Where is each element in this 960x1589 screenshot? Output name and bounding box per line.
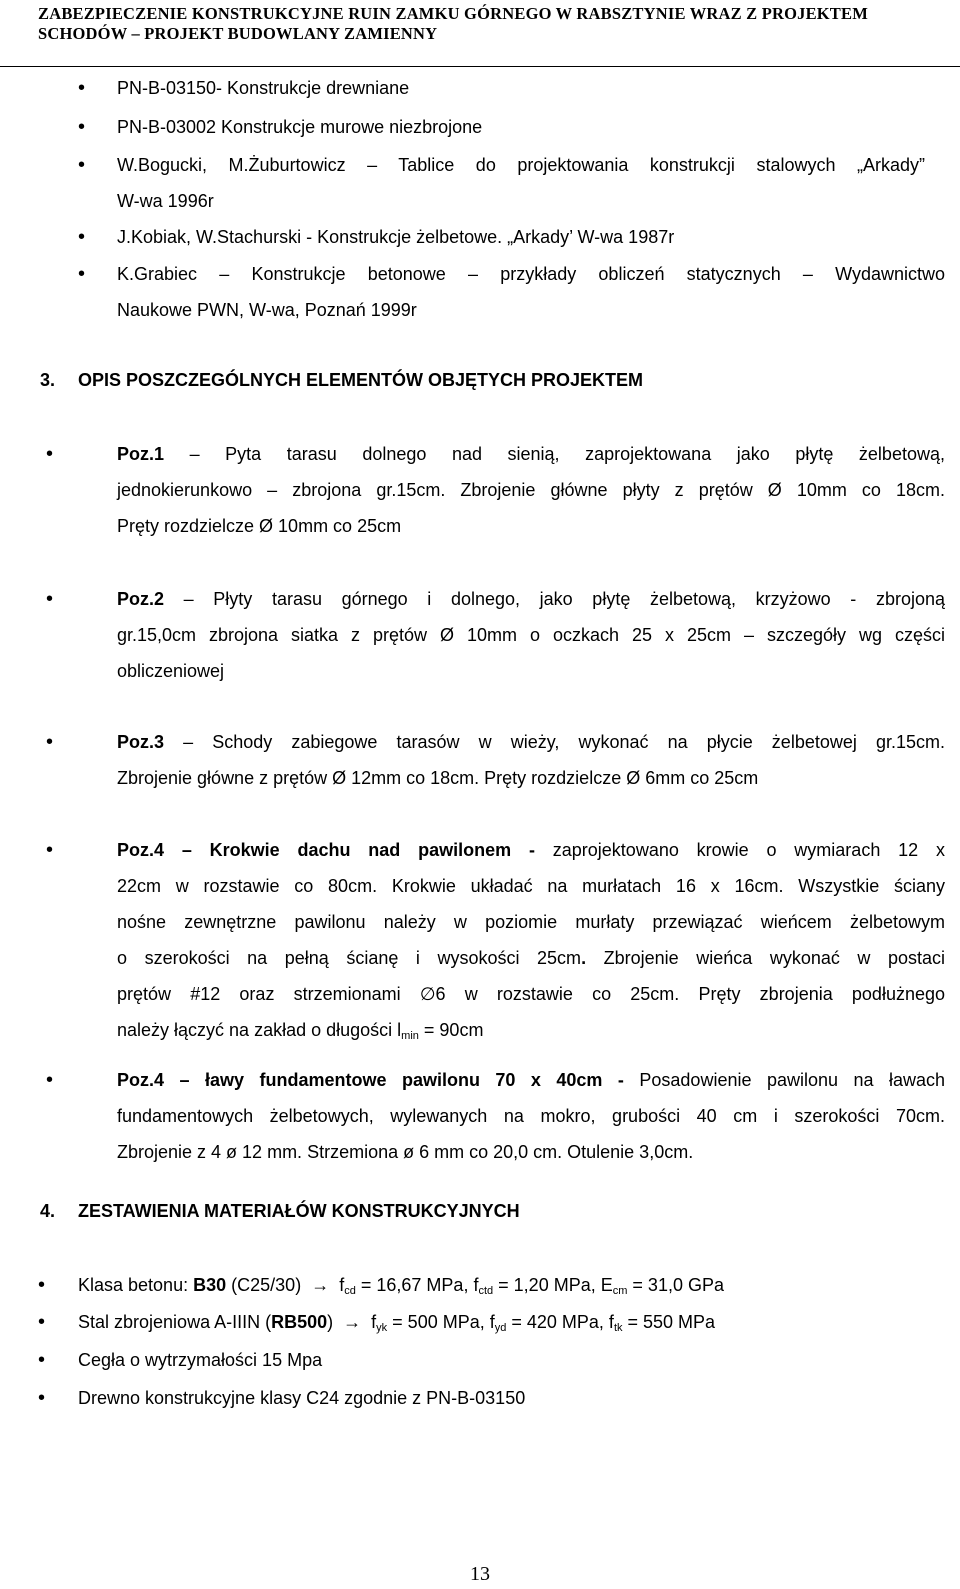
subscript: cd	[344, 1285, 356, 1297]
reference-item: PN-B-03150- Konstrukcje drewniane	[117, 78, 410, 98]
arrow-icon: →	[343, 1312, 362, 1332]
poz-text: = 90cm	[423, 1020, 484, 1040]
bullet: •	[78, 226, 86, 248]
subscript: cm	[612, 1285, 628, 1297]
symbol: f	[339, 1275, 345, 1295]
material-steel	[78, 1304, 938, 1340]
material-brick: Cegła o wytrzymałości 15 Mpa	[78, 1350, 323, 1370]
reference-item-cont: Naukowe PWN, W-wa, Poznań 1999r	[117, 300, 417, 320]
reference-item: W.Bogucki, M.Żuburtowicz – Tablice do projektowania konstrukcji stalowych „Arkady”	[117, 155, 925, 175]
section-number: 3.	[40, 370, 56, 390]
poz-label: Poz.4	[117, 1070, 165, 1090]
poz-text: – Schody zabiegowe tarasów w wieży, wykonać na płycie żelbetowej gr.15cm.	[183, 732, 945, 752]
poz3-line-1	[117, 724, 945, 760]
bullet: •	[38, 1387, 46, 1409]
poz1-line-2: jednokierunkowo – zbrojona gr.15cm. Zbrojenie główne płyty z prętów Ø 10mm co 18cm.	[117, 480, 945, 500]
bullet: •	[78, 154, 86, 176]
symbol: f	[371, 1312, 377, 1332]
bullet: •	[38, 1311, 46, 1333]
material-grade: B30	[193, 1275, 227, 1295]
bullet: •	[46, 588, 54, 610]
reference-item-cont: W-wa 1996r	[117, 191, 214, 211]
poz4b-line-2: fundamentowych żelbetowych, wylewanych na mokro, grubości 40 cm i szerokości 70cm.	[117, 1106, 945, 1126]
value: = 31,0 GPa	[632, 1275, 724, 1295]
poz1-line-3: Pręty rozdzielcze Ø 10mm co 25cm	[117, 516, 402, 536]
poz-bold-title: – Krokwie dachu nad pawilonem -	[181, 840, 535, 860]
section-number: 4.	[40, 1201, 56, 1221]
poz4-line-3: nośne zewnętrzne pawilonu należy w poziomie murłaty przewiązać wieńcem żelbetowym	[117, 912, 945, 932]
bullet: •	[38, 1274, 46, 1296]
material-concrete	[78, 1267, 938, 1303]
bullet: •	[46, 443, 54, 465]
value: = 420 MPa, f	[511, 1312, 614, 1332]
bullet: •	[78, 77, 86, 99]
material-label: Klasa betonu:	[78, 1275, 189, 1295]
poz-text: o szerokości na pełną ścianę i wysokości 25cm	[117, 948, 582, 968]
material-label: )	[327, 1312, 334, 1332]
arrow-icon: →	[311, 1275, 330, 1295]
material-timber: Drewno konstrukcyjne klasy C24 zgodnie z PN-B-03150	[78, 1388, 526, 1408]
poz4-line-2: 22cm w rozstawie co 80cm. Krokwie układać na murłatach 16 x 16cm. Wszystkie ściany	[117, 876, 945, 896]
poz-label: Poz.3	[117, 732, 165, 752]
header-title-line-2: SCHODÓW – PROJEKT BUDOWLANY ZAMIENNY	[38, 24, 438, 43]
bullet: •	[78, 116, 86, 138]
poz4-line-5: prętów #12 oraz strzemionami ∅6 w rozstawie co 25cm. Pręty zbrojenia podłużnego	[117, 984, 945, 1004]
section-title: OPIS POSZCZEGÓLNYCH ELEMENTÓW OBJĘTYCH PROJEKTEM	[78, 370, 644, 390]
bullet: •	[46, 839, 54, 861]
bullet: •	[38, 1349, 46, 1371]
material-grade: RB500	[271, 1312, 328, 1332]
poz-text: zaprojektowano krowie o wymiarach 12 x	[552, 840, 945, 860]
material-class: (C25/30)	[231, 1275, 302, 1295]
poz2-line-1	[117, 581, 945, 617]
poz-text-dot: .	[581, 948, 587, 968]
page-number: 13	[470, 1563, 490, 1585]
section-title: ZESTAWIENIA MATERIAŁÓW KONSTRUKCYJNYCH	[78, 1201, 520, 1221]
subscript: min	[401, 1030, 419, 1042]
bullet: •	[46, 731, 54, 753]
header-title-line-1: ZABEZPIECZENIE KONSTRUKCYJNE RUIN ZAMKU GÓRNEGO W RABSZTYNIE WRAZ Z PROJEKTEM	[38, 4, 868, 23]
poz4b-line-1	[117, 1062, 945, 1098]
poz4-line-6	[117, 1012, 945, 1048]
poz2-line-3: obliczeniowej	[117, 661, 225, 681]
reference-item: K.Grabiec – Konstrukcje betonowe – przykłady obliczeń statycznych – Wydawnictwo	[117, 264, 945, 284]
bullet: •	[46, 1069, 54, 1091]
poz-text: – Płyty tarasu górnego i dolnego, jako płytę żelbetową, krzyżowo - zbrojoną	[183, 589, 945, 609]
document-header	[0, 0, 960, 70]
poz4-line-1	[117, 832, 945, 868]
reference-item: PN-B-03002 Konstrukcje murowe niezbrojone	[117, 117, 483, 137]
poz1-line-1	[117, 436, 945, 472]
subscript: tk	[613, 1322, 623, 1334]
poz2-line-2: gr.15,0cm zbrojona siatka z prętów Ø 10mm o oczkach 25 x 25cm – szczegóły wg części	[117, 625, 945, 645]
poz4-line-4	[117, 940, 945, 976]
poz-text: należy łączyć na zakład o długości l	[117, 1020, 402, 1040]
poz3-line-2: Zbrojenie główne z prętów Ø 12mm co 18cm. Pręty rozdzielcze Ø 6mm co 25cm	[117, 768, 759, 788]
poz-label: Poz.1	[117, 444, 165, 464]
value: = 1,20 MPa, E	[498, 1275, 613, 1295]
header-rule	[0, 66, 960, 67]
poz-text: Posadowienie pawilonu na ławach	[639, 1070, 945, 1090]
poz-bold-title: – ławy fundamentowe pawilonu 70 x 40cm -	[179, 1070, 624, 1090]
subscript: yk	[376, 1322, 388, 1334]
value: = 550 MPa	[627, 1312, 716, 1332]
subscript: ctd	[478, 1285, 494, 1297]
poz-label: Poz.4	[117, 840, 165, 860]
value: = 16,67 MPa, f	[360, 1275, 479, 1295]
poz-text: – Pyta tarasu dolnego nad sienią, zaprojektowana jako płytę żelbetową,	[189, 444, 945, 464]
bullet: •	[78, 263, 86, 285]
reference-item: J.Kobiak, W.Stachurski - Konstrukcje żelbetowe. „Arkady’ W-wa 1987r	[117, 227, 675, 247]
poz4b-line-3: Zbrojenie z 4 ø 12 mm. Strzemiona ø 6 mm co 20,0 cm. Otulenie 3,0cm.	[117, 1142, 694, 1162]
poz-text: Zbrojenie wieńca wykonać w postaci	[603, 948, 945, 968]
poz-label: Poz.2	[117, 589, 165, 609]
material-label: Stal zbrojeniowa A-IIIN (	[78, 1312, 272, 1332]
subscript: yd	[494, 1322, 507, 1334]
value: = 500 MPa, f	[392, 1312, 495, 1332]
